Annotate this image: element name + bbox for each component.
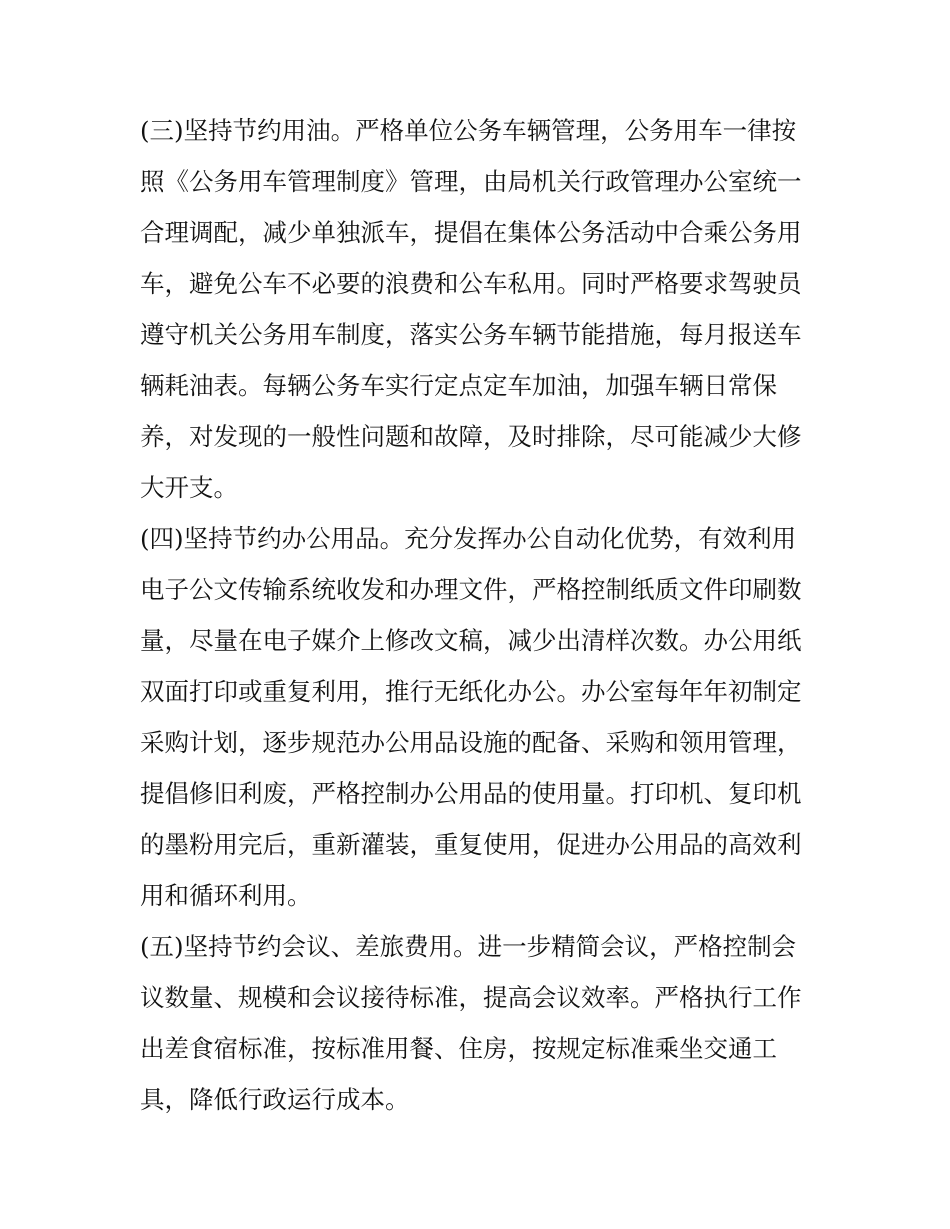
text-line: (三)坚持节约用油。严格单位公务车辆管理，公务用车一律按 xyxy=(140,116,797,145)
text-line: 车，避免公车不必要的浪费和公车私用。同时严格要求驾驶员 xyxy=(140,269,802,298)
text-line: 辆耗油表。每辆公务车实行定点定车加油，加强车辆日常保 xyxy=(140,371,777,400)
text-line: 养，对发现的一般性问题和故障，及时排除，尽可能减少大修 xyxy=(140,422,802,451)
paragraph-section-4 xyxy=(140,513,820,921)
text-line: 大开支。 xyxy=(140,473,238,502)
text-line: 议数量、规模和会议接待标准，提高会议效率。严格执行工作 xyxy=(140,983,802,1012)
text-line: 的墨粉用完后，重新灌装，重复使用，促进办公用品的高效利 xyxy=(140,830,802,859)
text-line: 双面打印或重复利用，推行无纸化办公。办公室每年年初制定 xyxy=(140,677,802,706)
text-line: 提倡修旧利废，严格控制办公用品的使用量。打印机、复印机 xyxy=(140,779,802,808)
text-line: 电子公文传输系统收发和办理文件，严格控制纸质文件印刷数 xyxy=(140,575,802,604)
text-line: 出差食宿标准，按标准用餐、住房，按规定标准乘坐交通工 xyxy=(140,1034,777,1063)
text-line: 采购计划，逐步规范办公用品设施的配备、采购和领用管理， xyxy=(140,728,802,757)
text-line: (五)坚持节约会议、差旅费用。进一步精简会议，严格控制会 xyxy=(140,932,797,961)
text-line: 量，尽量在电子媒介上修改文稿，减少出清样次数。办公用纸 xyxy=(140,626,802,655)
text-line: (四)坚持节约办公用品。充分发挥办公自动化优势，有效利用 xyxy=(140,524,797,553)
paragraph-section-5 xyxy=(140,921,820,1125)
text-line: 用和循环利用。 xyxy=(140,881,312,910)
text-line: 合理调配，减少单独派车，提倡在集体公务活动中合乘公务用 xyxy=(140,218,802,247)
paragraph-section-3 xyxy=(140,105,820,513)
text-line: 具，降低行政运行成本。 xyxy=(140,1085,410,1114)
text-line: 遵守机关公务用车制度，落实公务车辆节能措施，每月报送车 xyxy=(140,320,802,349)
document-body xyxy=(140,105,820,1125)
text-line: 照《公务用车管理制度》管理，由局机关行政管理办公室统一 xyxy=(140,167,802,196)
